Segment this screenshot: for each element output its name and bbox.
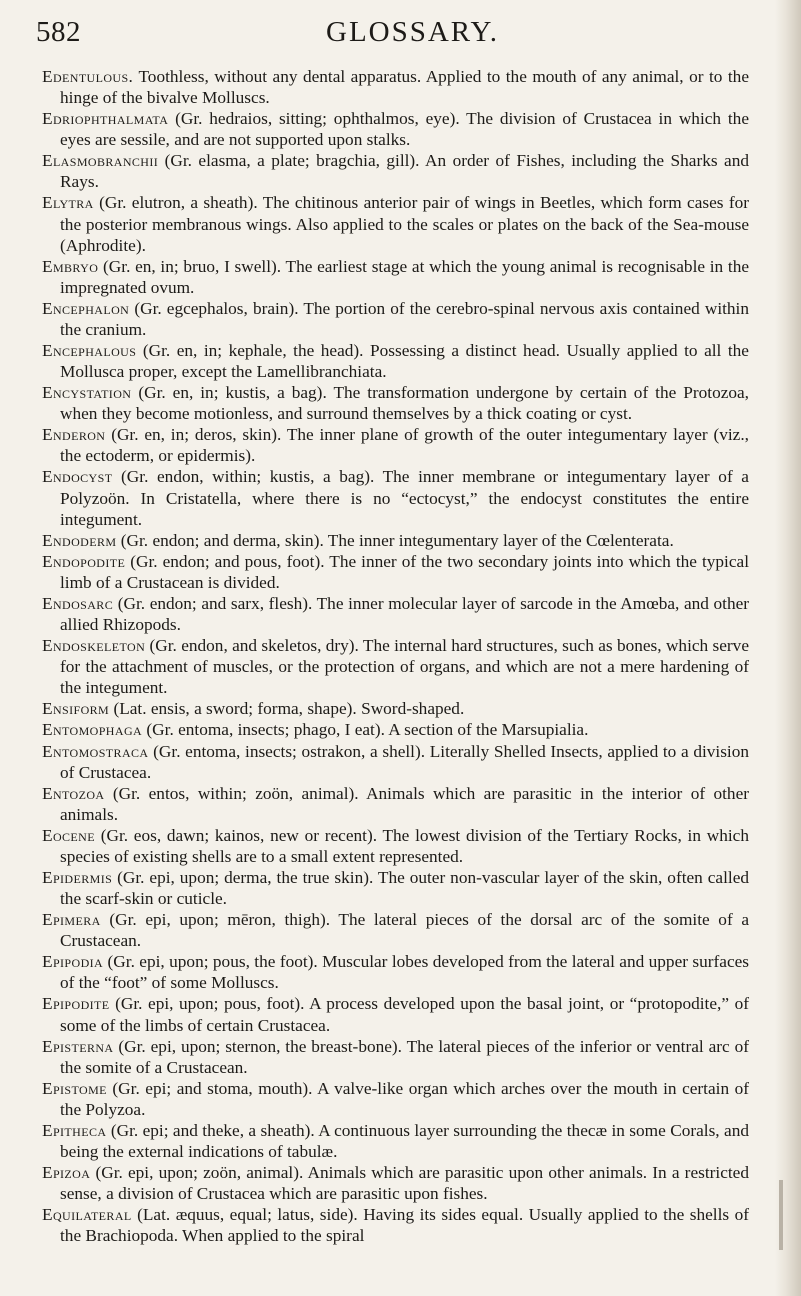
entry-etymology: (Gr. epi, upon; pous, the foot). (107, 952, 318, 972)
entry-etymology: (Gr. endon; and sarx, flesh). (117, 593, 313, 613)
glossary-entry (42, 551, 749, 593)
glossary-entry (42, 1162, 749, 1204)
glossary-entry (42, 466, 749, 529)
entry-definition: Animals which are parasitic in the interior of other animals. (60, 783, 749, 824)
entry-term: Enderon (42, 425, 106, 445)
entry-term: Eocene (42, 825, 95, 845)
entry-term: Epipodia (42, 952, 104, 972)
glossary-entry (42, 1120, 749, 1162)
entry-etymology: (Lat. æquus, equal; latus, side). (137, 1205, 358, 1225)
entry-term: Endoskeleton (42, 636, 146, 656)
entry-etymology: (Gr. elasma, a plate; bragchia, gill). (164, 151, 420, 171)
entry-etymology: (Gr. endon, within; kustis, a bag). (121, 467, 375, 487)
glossary-entry (42, 951, 749, 993)
entry-term: Elytra (42, 193, 94, 213)
glossary-entry (42, 192, 749, 255)
glossary-entry (42, 719, 749, 740)
glossary-entry (42, 867, 749, 909)
entry-term: Endocyst (42, 467, 113, 487)
entry-term: Equilateral (42, 1205, 132, 1225)
entry-etymology: (Gr. en, in; kustis, a bag). (138, 383, 327, 403)
glossary-entry (42, 150, 749, 192)
entry-definition: The outer non-vascular layer of the skin, often called the scarf-skin or cuticle. (60, 867, 750, 909)
entry-etymology: (Gr. en, in; deros, skin). (111, 425, 282, 445)
entry-etymology: (Lat. ensis, a sword; forma, shape). (113, 699, 357, 719)
entry-definition: Possessing a distinct head. Usually applied to all the Mollusca proper, except the Lamellibranchiata. (60, 341, 749, 382)
entry-term: Encephalon (42, 298, 130, 318)
entry-etymology: (Gr. en, in; kephale, the head). (142, 341, 364, 361)
entry-term: Edriophthalmata (42, 109, 169, 129)
entry-term: Entozoa (42, 783, 105, 803)
entry-term: Epimera (42, 910, 101, 930)
entry-term: Elasmobranchii (42, 151, 159, 171)
entry-etymology: (Gr. hedraios, sitting; ophthalmos, eye). (175, 109, 460, 129)
entry-etymology: (Gr. epi, upon; sternon, the breast-bone). (118, 1036, 402, 1056)
entry-term: Edentulous. (42, 67, 134, 86)
glossary-entry (42, 530, 749, 551)
entry-etymology: (Gr. elutron, a sheath). (99, 193, 258, 213)
entry-etymology: (Gr. egcephalos, brain). (134, 298, 299, 318)
entry-term: Endosarc (42, 593, 114, 613)
page-number: 582 (36, 16, 81, 48)
entry-definition: The internal hard structures, such as bones, which serve for the attachment of muscles, or the protection of organs, and which are not a mere hardening of the integument. (60, 636, 749, 698)
entry-definition: A section of the Marsupialia. (388, 720, 589, 740)
entry-definition: Literally Shelled Insects, applied to a division of Crustacea. (60, 741, 750, 782)
entry-definition: Muscular lobes developed from the lateral and upper surfaces of the “foot” of some Molluscs. (60, 952, 750, 993)
entry-etymology: (Gr. epi, upon; derma, the true skin). (117, 867, 374, 887)
entry-definition: The chitinous anterior pair of wings in Beetles, which form cases for the posterior membranous wings. Also applied to the scales or plates on the back of the Sea-mouse (Aphrodite). (60, 193, 749, 255)
entry-definition: The lowest division of the Tertiary Rocks, in which species of existing shells are to a small extent represented. (60, 825, 749, 866)
entry-definition: Toothless, without any dental apparatus. Applied to the mouth of any animal, or to the hinge of the bivalve Molluscs. (60, 67, 749, 108)
entry-etymology: (Gr. epi; and stoma, mouth). (112, 1078, 313, 1098)
glossary-entry (42, 1036, 749, 1078)
entry-definition: A valve-like organ which arches over the mouth in certain of the Polyzoa. (60, 1078, 749, 1119)
entry-term: Epitheca (42, 1120, 107, 1140)
glossary-entries (42, 66, 749, 1246)
entry-etymology: (Gr. epi, upon; pous, foot). (115, 994, 305, 1014)
glossary-entry (42, 256, 749, 298)
entry-etymology: (Gr. entoma, insects; ostrakon, a shell). (153, 741, 426, 761)
glossary-entry (42, 108, 749, 150)
entry-etymology: (Gr. epi, upon; zoön, animal). (95, 1163, 304, 1183)
glossary-entry (42, 340, 749, 382)
running-head: GLOSSARY. (326, 16, 499, 48)
entry-definition: Animals which are parasitic upon other animals. In a restricted sense, a division of Crustacea which are parasitic upon fishes. (60, 1163, 749, 1204)
entry-term: Endoderm (42, 530, 117, 550)
entry-definition: The portion of the cerebro-spinal nervous axis contained within the cranium. (60, 298, 750, 339)
glossary-entry (42, 298, 749, 340)
entry-definition: A continuous layer surrounding the thecæ in some Corals, and being the external indications of tabulæ. (60, 1120, 749, 1161)
page-header (36, 16, 736, 56)
glossary-entry (42, 1078, 749, 1120)
glossary-entry (42, 783, 749, 825)
entry-etymology: (Gr. entoma, insects; phago, I eat). (146, 720, 385, 740)
glossary-entry (42, 635, 749, 698)
page-edge-shadow (775, 0, 801, 1296)
glossary-entry (42, 741, 749, 783)
entry-definition: The division of Crustacea in which the eyes are sessile, and are not supported upon stalks. (60, 109, 749, 150)
entry-definition: The inner molecular layer of sarcode in the Amœba, and other allied Rhizopods. (60, 593, 750, 635)
entry-term: Embryo (42, 256, 99, 276)
margin-mark (779, 1180, 783, 1250)
entry-term: Epizoa (42, 1163, 91, 1183)
glossary-entry (42, 382, 749, 424)
entry-term: Episterna (42, 1036, 114, 1056)
entry-definition: The lateral pieces of the inferior or ventral arc of the somite of a Crustacean. (60, 1036, 749, 1077)
entry-etymology: (Gr. epi, upon; mēron, thigh). (109, 910, 331, 930)
entry-etymology: (Gr. endon; and derma, skin). (120, 530, 324, 550)
entry-etymology: (Gr. epi; and theke, a sheath). (110, 1120, 315, 1140)
entry-definition: The inner of the two secondary joints into which the typical limb of a Crustacean is divided. (60, 551, 749, 592)
entry-definition: Having its sides equal. Usually applied to the shells of the Brachiopoda. When applied to the spiral (60, 1205, 749, 1246)
glossary-entry (42, 66, 749, 108)
entry-term: Ensiform (42, 699, 110, 719)
glossary-entry (42, 1204, 749, 1246)
entry-definition: The inner plane of growth of the outer integumentary layer (viz., the ectoderm, or epidermis). (60, 425, 749, 466)
entry-etymology: (Gr. endon; and pous, foot). (130, 551, 325, 571)
glossary-entry (42, 993, 749, 1035)
entry-definition: The earliest stage at which the young animal is recognisable in the impregnated ovum. (60, 256, 750, 297)
entry-definition: An order of Fishes, including the Sharks and Rays. (60, 151, 749, 192)
entry-etymology: (Gr. en, in; bruo, I swell). (103, 256, 282, 276)
entry-term: Endopodite (42, 551, 126, 571)
glossary-entry (42, 593, 749, 635)
entry-term: Epistome (42, 1078, 107, 1098)
entry-definition: The inner membrane or integumentary layer of a Polyzoön. In Cristatella, where there is no “ectocyst,” the endocyst constitutes the entire integument. (60, 467, 749, 529)
entry-etymology: (Gr. eos, dawn; kainos, new or recent). (100, 825, 378, 845)
entry-term: Entomostraca (42, 741, 149, 761)
entry-term: Encephalous (42, 341, 137, 361)
glossary-entry (42, 825, 749, 867)
entry-term: Encystation (42, 383, 132, 403)
entry-definition: Sword-shaped. (361, 699, 465, 719)
entry-term: Entomophaga (42, 720, 143, 740)
glossary-entry (42, 698, 749, 719)
entry-definition: The transformation undergone by certain of the Protozoa, when they become motionless, and surround themselves by a thick coating or cyst. (60, 383, 750, 424)
entry-etymology: (Gr. entos, within; zoön, animal). (112, 783, 359, 803)
glossary-entry (42, 424, 749, 466)
glossary-entry (42, 909, 749, 951)
entry-definition: A process developed upon the basal joint, or “protopodite,” of some of the limbs of certain Crustacea. (60, 994, 749, 1035)
entry-term: Epipodite (42, 994, 110, 1014)
entry-etymology: (Gr. endon, and skeletos, dry). (149, 636, 359, 656)
entry-definition: The lateral pieces of the dorsal arc of the somite of a Crustacean. (60, 910, 749, 951)
entry-definition: The inner integumentary layer of the Cœlenterata. (327, 530, 674, 550)
entry-term: Epidermis (42, 867, 113, 887)
